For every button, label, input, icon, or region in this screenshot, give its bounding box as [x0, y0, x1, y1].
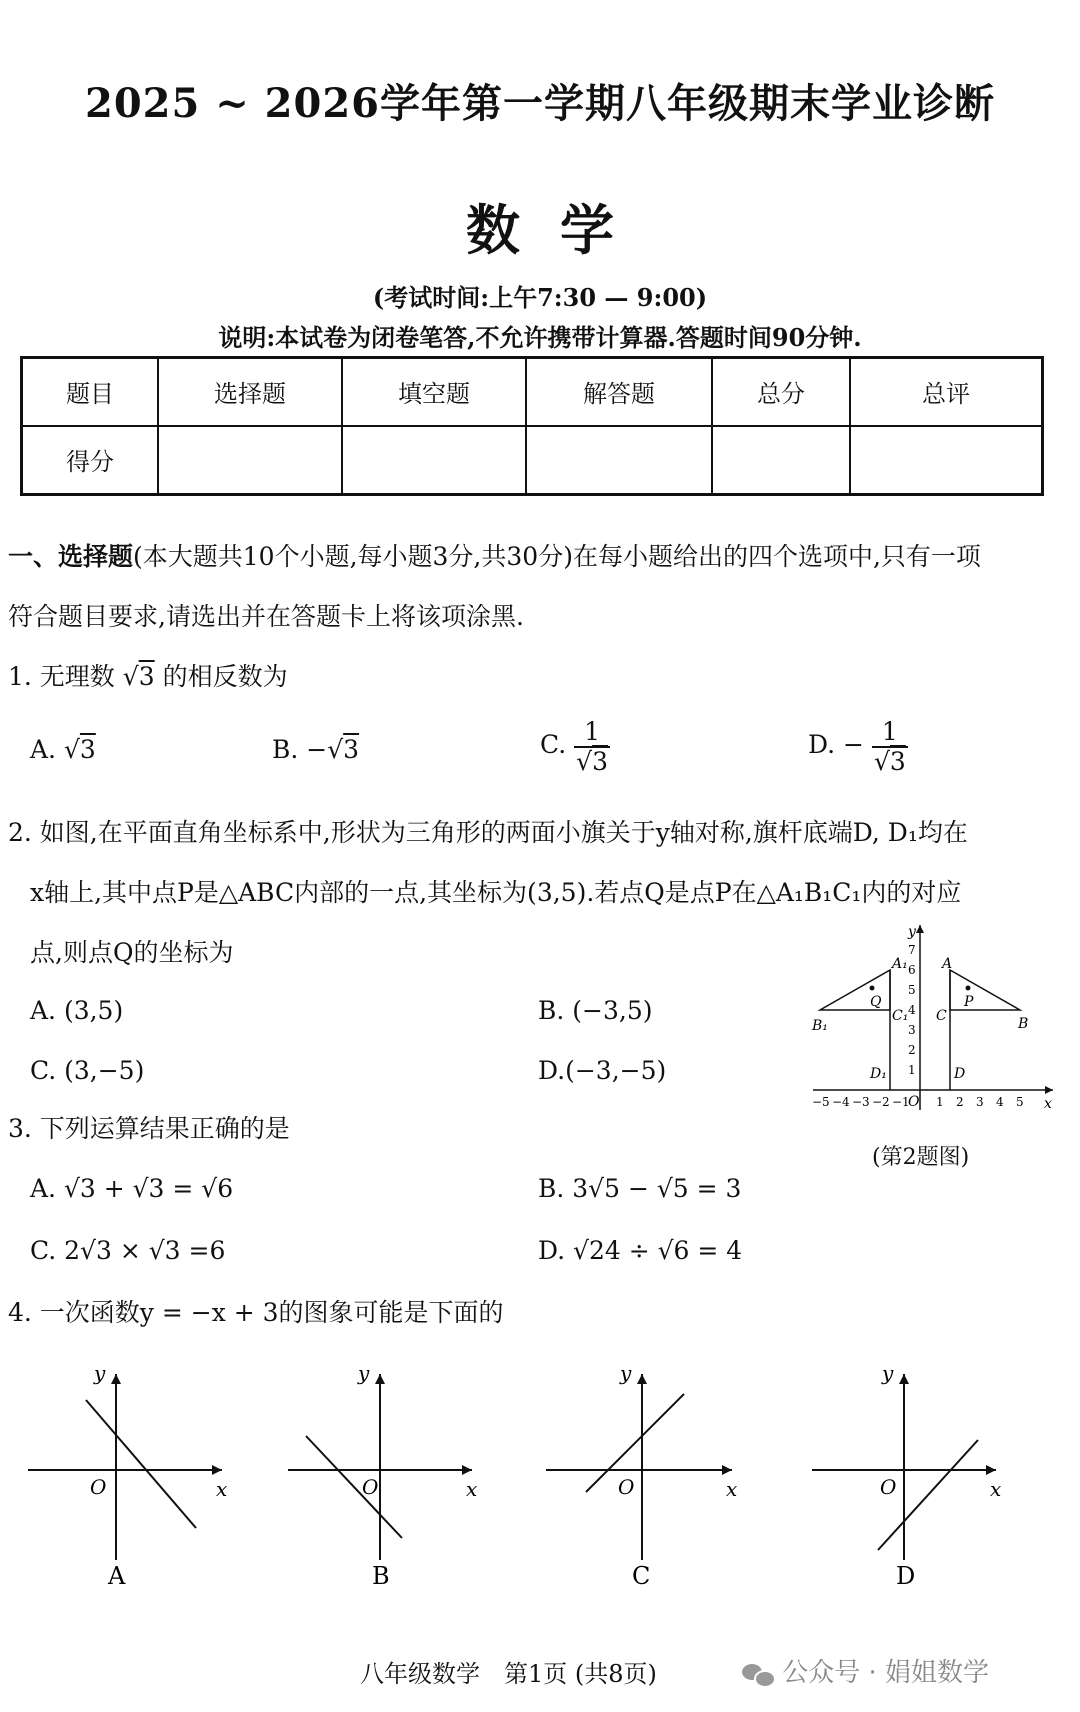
- y-tick: 2: [908, 1043, 916, 1057]
- label-c1: C₁: [892, 1008, 909, 1024]
- q2-option-c[interactable]: C. (3,−5): [30, 1056, 145, 1085]
- label-c: C: [936, 1008, 947, 1024]
- q1-option-b-label: B. −: [272, 735, 328, 764]
- graph-b-label: B: [372, 1562, 390, 1590]
- section1-intro-b: 符合题目要求,请选出并在答题卡上将该项涂黑.: [8, 602, 524, 631]
- q2-line2: x轴上,其中点P是△ABC内部的一点,其坐标为(3,5).若点Q是点P在△A₁B₁C₁内的对应: [30, 878, 962, 907]
- label-a1: A₁: [892, 956, 908, 972]
- q4-stem: 4. 一次函数y = −x + 3的图象可能是下面的: [8, 1298, 504, 1327]
- arrow-icon: [986, 1465, 996, 1475]
- q1-stem-radicand: 3: [138, 662, 155, 691]
- q3-stem: 3. 下列运算结果正确的是: [8, 1114, 290, 1143]
- origin-label: O: [618, 1475, 635, 1499]
- subject-title: 数学: [466, 198, 654, 262]
- x-axis-arrow-icon: [1045, 1086, 1053, 1094]
- score-cell[interactable]: [712, 426, 850, 495]
- point-p: [966, 986, 971, 991]
- arrow-icon: [637, 1374, 647, 1384]
- q3-option-d[interactable]: D. √24 ÷ √6 = 4: [538, 1236, 743, 1265]
- q4-graph-d[interactable]: [812, 1361, 1001, 1590]
- score-row-label: 得分: [22, 426, 159, 495]
- section1-intro-a: (本大题共10个小题,每小题3分,共30分)在每小题给出的四个选项中,只有一项: [133, 542, 981, 571]
- score-header: 解答题: [526, 358, 712, 426]
- axis-x-label: x: [216, 1477, 228, 1501]
- arrow-icon: [375, 1374, 385, 1384]
- q1-option-a[interactable]: A. √3: [30, 735, 96, 764]
- q3-option-b[interactable]: B. 3√5 − √5 = 3: [538, 1174, 742, 1203]
- q1-c-denominator: 3: [592, 746, 608, 776]
- exam-time: (考试时间:上午7:30 — 9:00): [372, 283, 708, 312]
- q1-stem-b: 的相反数为: [162, 662, 288, 691]
- q4-graphs: [20, 1360, 1060, 1590]
- q1-stem: 1. 无理数 √3 的相反数为: [8, 662, 288, 691]
- score-header: 总分: [712, 358, 850, 426]
- q2-option-a[interactable]: A. (3,5): [30, 996, 124, 1025]
- q1-option-b[interactable]: B. −√3: [272, 735, 360, 764]
- axis-y-label: y: [358, 1361, 370, 1385]
- q2-line1: 2. 如图,在平面直角坐标系中,形状为三角形的两面小旗关于y轴对称,旗杆底端D, D₁均在: [8, 818, 968, 847]
- axis-x-label: x: [990, 1477, 1002, 1501]
- graph-a-line: [86, 1400, 196, 1528]
- q3-option-c[interactable]: C. 2√3 × √3 =6: [30, 1236, 226, 1265]
- x-tick: 3: [976, 1095, 984, 1109]
- score-cell[interactable]: [342, 426, 526, 495]
- label-a: A: [942, 956, 953, 972]
- label-p: P: [964, 994, 974, 1010]
- y-axis-label: y: [908, 924, 916, 940]
- x-tick: 1: [936, 1095, 944, 1109]
- section1-title: 一、选择题: [8, 542, 134, 571]
- q1-option-b-radicand: 3: [343, 735, 360, 764]
- watermark: [742, 1652, 989, 1689]
- score-cell[interactable]: [158, 426, 342, 495]
- y-tick: 4: [908, 1003, 916, 1017]
- score-header: 题目: [22, 358, 159, 426]
- right-flag-triangle: [950, 970, 1020, 1010]
- q2-figure: [808, 920, 1058, 1120]
- label-b1: B₁: [812, 1018, 828, 1034]
- q3-option-a[interactable]: A. √3 + √3 = √6: [30, 1174, 234, 1203]
- x-tick: 2: [956, 1095, 964, 1109]
- y-tick: 5: [908, 983, 916, 997]
- x-tick: −1: [892, 1095, 910, 1109]
- axis-x-label: x: [726, 1477, 738, 1501]
- axis-y-label: y: [94, 1361, 106, 1385]
- origin-label: O: [908, 1094, 920, 1110]
- q1-option-c-label: C.: [540, 730, 567, 759]
- q1-stem-a: 1. 无理数: [8, 662, 115, 691]
- section1-intro: [8, 540, 981, 574]
- arrow-icon: [899, 1374, 909, 1384]
- graph-c-line: [586, 1394, 684, 1492]
- q4-graph-b[interactable]: [288, 1361, 477, 1590]
- label-b: B: [1018, 1016, 1029, 1032]
- point-q: [870, 986, 875, 991]
- label-q: Q: [870, 994, 882, 1010]
- arrow-icon: [462, 1465, 472, 1475]
- score-table: [20, 356, 1044, 496]
- wechat-icon: [742, 1662, 774, 1686]
- axis-y-label: y: [620, 1361, 632, 1385]
- arrow-icon: [212, 1465, 222, 1475]
- y-tick: 1: [908, 1063, 916, 1077]
- q4-graph-a[interactable]: [28, 1361, 227, 1590]
- page-footer: 八年级数学 第1页 (共8页): [360, 1660, 657, 1688]
- q1-option-d[interactable]: [808, 718, 908, 775]
- axis-y-label: y: [882, 1361, 894, 1385]
- x-axis-label: x: [1044, 1096, 1052, 1112]
- x-tick: −2: [872, 1095, 890, 1109]
- q2-option-b[interactable]: B. (−3,5): [538, 996, 653, 1025]
- graph-d-label: D: [896, 1562, 916, 1590]
- q1-option-d-fraction: $\frac{1}{√3}$: [873, 717, 906, 776]
- q1-d-numerator: 1: [881, 717, 898, 746]
- x-tick: −5: [812, 1095, 830, 1109]
- q1-option-a-radicand: 3: [79, 735, 96, 764]
- score-cell[interactable]: [850, 426, 1043, 495]
- x-tick: −3: [852, 1095, 870, 1109]
- y-tick: 7: [908, 943, 916, 957]
- q2-option-d[interactable]: D.(−3,−5): [538, 1056, 667, 1085]
- axis-x-label: x: [466, 1477, 478, 1501]
- q1-option-a-label: A.: [30, 735, 57, 764]
- watermark-text: 公众号 · 娟姐数学: [782, 1658, 990, 1688]
- arrow-icon: [722, 1465, 732, 1475]
- x-tick: −4: [832, 1095, 850, 1109]
- score-header: 总评: [850, 358, 1043, 426]
- label-d1: D₁: [870, 1066, 887, 1082]
- x-tick: 4: [996, 1095, 1004, 1109]
- origin-label: O: [362, 1475, 379, 1499]
- origin-label: O: [880, 1475, 897, 1499]
- origin-label: O: [90, 1475, 107, 1499]
- x-tick: 5: [1016, 1095, 1024, 1109]
- y-tick: 6: [908, 963, 916, 977]
- q1-option-c[interactable]: [540, 718, 610, 775]
- q1-c-numerator: 1: [584, 717, 601, 746]
- score-header: 填空题: [342, 358, 526, 426]
- exam-note: 说明:本试卷为闭卷笔答,不允许携带计算器.答题时间90分钟.: [218, 323, 862, 352]
- q4-graph-c[interactable]: [546, 1361, 737, 1590]
- q2-line3: 点,则点Q的坐标为: [30, 938, 234, 967]
- y-ticks: [908, 943, 916, 1077]
- q2-figure-caption: (第2题图): [872, 1145, 970, 1170]
- y-tick: 3: [908, 1023, 916, 1037]
- score-header: 选择题: [158, 358, 342, 426]
- y-axis-arrow-icon: [916, 925, 924, 933]
- arrow-icon: [111, 1374, 121, 1384]
- graph-a-label: A: [108, 1562, 126, 1590]
- label-d: D: [954, 1066, 966, 1082]
- q1-option-d-label: D. −: [808, 730, 864, 759]
- q1-option-c-fraction: $\frac{1}{√3}$: [576, 717, 608, 776]
- exam-title: 2025 ~ 2026学年第一学期八年级期末学业诊断: [84, 80, 996, 127]
- graph-b-line: [306, 1436, 402, 1538]
- q1-d-denominator: 3: [889, 746, 906, 776]
- score-cell[interactable]: [526, 426, 712, 495]
- graph-c-label: C: [632, 1562, 651, 1590]
